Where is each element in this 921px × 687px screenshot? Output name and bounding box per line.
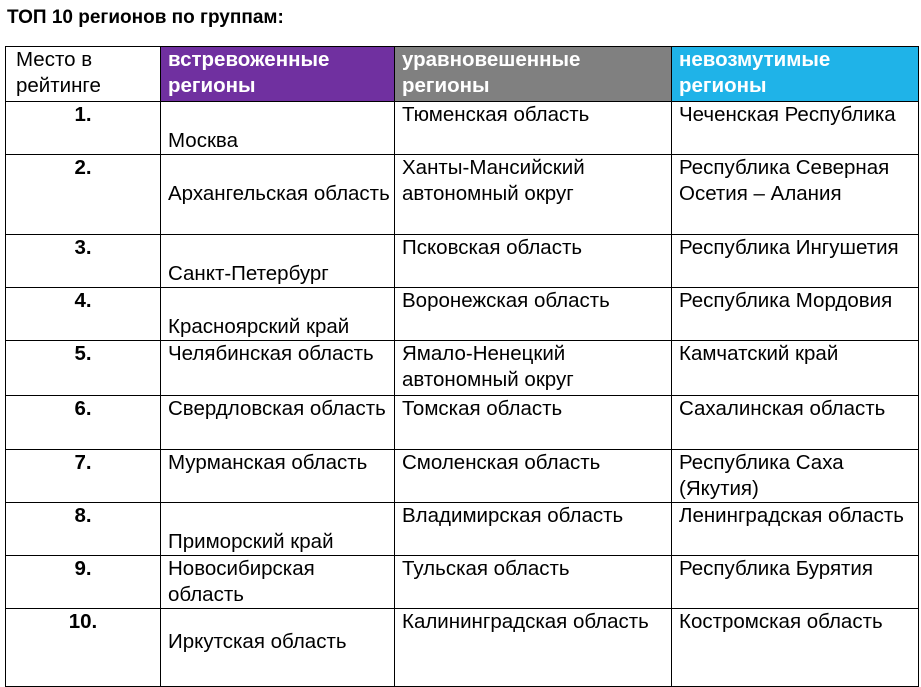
worried-cell xyxy=(161,609,395,687)
calm-cell: Республика Мордовия xyxy=(672,288,919,341)
rank-cell: 10. xyxy=(6,609,161,687)
balanced-cell: Владимирская область xyxy=(395,503,672,556)
table-row xyxy=(6,503,919,556)
regions-table xyxy=(5,46,919,687)
balanced-cell: Смоленская область xyxy=(395,450,672,503)
worried-text: Архангельская область xyxy=(168,182,390,205)
calm-cell: Республика Северная Осетия – Алания xyxy=(672,155,919,235)
balanced-cell: Тульская область xyxy=(395,556,672,609)
rank-cell: 8. xyxy=(6,503,161,556)
header-worried: встревоженные регионы xyxy=(161,47,395,102)
table-row xyxy=(6,556,919,609)
table-row xyxy=(6,450,919,503)
calm-cell: Республика Бурятия xyxy=(672,556,919,609)
worried-cell: Новосибирская область xyxy=(161,556,395,609)
page-title: ТОП 10 регионов по группам: xyxy=(7,7,284,28)
calm-cell: Ленинградская область xyxy=(672,503,919,556)
calm-cell: Республика Саха (Якутия) xyxy=(672,450,919,503)
worried-cell xyxy=(161,155,395,235)
rank-cell: 6. xyxy=(6,396,161,450)
calm-cell: Костромская область xyxy=(672,609,919,687)
balanced-cell: Калининградская область xyxy=(395,609,672,687)
rank-cell: 3. xyxy=(6,235,161,288)
calm-cell: Республика Ингушетия xyxy=(672,235,919,288)
worried-cell: Мурманская область xyxy=(161,450,395,503)
worried-cell: Красноярский край xyxy=(161,288,395,341)
worried-cell: Москва xyxy=(161,102,395,155)
worried-cell: Свердловская область xyxy=(161,396,395,450)
table-row xyxy=(6,609,919,687)
calm-cell: Сахалинская область xyxy=(672,396,919,450)
rank-cell: 4. xyxy=(6,288,161,341)
table-row xyxy=(6,288,919,341)
header-calm: невозмутимые регионы xyxy=(672,47,919,102)
balanced-cell: Томская область xyxy=(395,396,672,450)
header-place: Место в рейтинге xyxy=(6,47,161,102)
rank-cell: 9. xyxy=(6,556,161,609)
balanced-cell: Тюменская область xyxy=(395,102,672,155)
rank-cell: 5. xyxy=(6,341,161,396)
worried-cell: Приморский край xyxy=(161,503,395,556)
rank-cell: 7. xyxy=(6,450,161,503)
table-row xyxy=(6,102,919,155)
header-balanced: уравновешенные регионы xyxy=(395,47,672,102)
calm-cell: Камчатский край xyxy=(672,341,919,396)
worried-text: Иркутская область xyxy=(168,630,347,653)
calm-cell: Чеченская Республика xyxy=(672,102,919,155)
worried-cell: Санкт-Петербург xyxy=(161,235,395,288)
rank-cell: 1. xyxy=(6,102,161,155)
balanced-cell: Ханты-Мансийский автономный округ xyxy=(395,155,672,235)
table-row xyxy=(6,396,919,450)
table-row xyxy=(6,235,919,288)
balanced-cell: Воронежская область xyxy=(395,288,672,341)
worried-cell: Челябинская область xyxy=(161,341,395,396)
balanced-cell: Ямало-Ненецкий автономный округ xyxy=(395,341,672,396)
table-row xyxy=(6,155,919,235)
table-row xyxy=(6,341,919,396)
header-row xyxy=(6,47,919,102)
rank-cell: 2. xyxy=(6,155,161,235)
balanced-cell: Псковская область xyxy=(395,235,672,288)
